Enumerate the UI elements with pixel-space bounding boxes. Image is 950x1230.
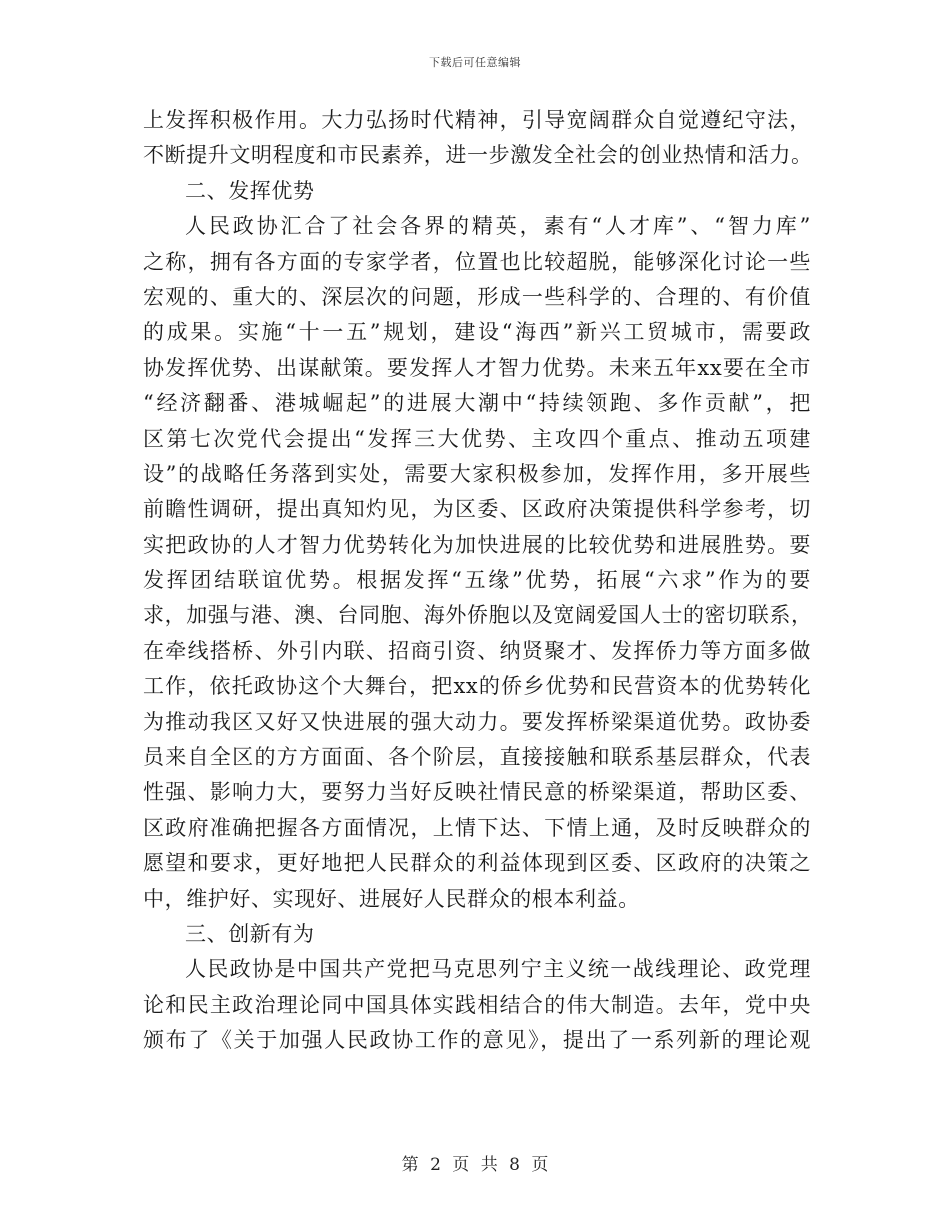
- text-line: 人民政协汇合了社会各界的精英，素有“人才库”、“智力库”: [185, 214, 811, 239]
- text-line: 设”的战略任务落到实处，需要大家积极参加，发挥作用，多开展些: [143, 461, 811, 486]
- text-line: 工作，依托政协这个大舞台，把xx的侨乡优势和民营资本的优势转化: [143, 674, 811, 699]
- text-line: “经济翻番、港城崛起”的进展大潮中“持续领跑、多作贡献”，把: [143, 391, 811, 416]
- text-line: 协发挥优势、出谋献策。要发挥人才智力优势。未来五年xx要在全市: [143, 355, 811, 380]
- text-line: 的成果。实施“十一五”规划，建设“海西”新兴工贸城市，需要政: [143, 320, 811, 345]
- document-body: [143, 103, 811, 1059]
- text-line: 区第七次党代会提出“发挥三大优势、主攻四个重点、推动五项建: [143, 426, 811, 451]
- text-line: 愿望和要求，更好地把人民群众的利益体现到区委、区政府的决策之: [143, 851, 811, 876]
- text-line: 宏观的、重大的、深层次的问题，形成一些科学的、合理的、有价值: [143, 284, 811, 309]
- text-line: 之称，拥有各方面的专家学者，位置也比较超脱，能够深化讨论一些: [143, 249, 811, 274]
- text-line: 发挥团结联谊优势。根据发挥“五缘”优势，拓展“六求”作为的要: [143, 568, 811, 593]
- page-header: 下载后可任意编辑: [429, 56, 521, 69]
- text-line: 三、创新有为: [185, 921, 315, 946]
- text-line: 为推动我区又好又快进展的强大动力。要发挥桥梁渠道优势。政协委: [143, 709, 811, 734]
- text-line: 求，加强与港、澳、台同胞、海外侨胞以及宽阔爱国人士的密切联系，: [143, 603, 813, 628]
- text-line: 员来自全区的方方面面、各个阶层，直接接触和联系基层群众，代表: [143, 745, 811, 770]
- text-line: 区政府准确把握各方面情况，上情下达、下情上通，及时反映群众的: [143, 815, 811, 840]
- text-line: 性强、影响力大，要努力当好反映社情民意的桥梁渠道，帮助区委、: [143, 780, 811, 805]
- text-line: 上发挥积极作用。大力弘扬时代精神，引导宽阔群众自觉遵纪守法，: [143, 108, 811, 132]
- text-line: 不断提升文明程度和市民素养，进一步激发全社会的创业热情和活力。: [143, 143, 813, 168]
- page-footer: 第 2 页 共 8 页: [401, 1155, 549, 1175]
- text-line: 实把政协的人才智力优势转化为加快进展的比较优势和进展胜势。要: [143, 532, 811, 557]
- text-line: 在牵线搭桥、外引内联、招商引资、纳贤聚才、发挥侨力等方面多做: [143, 638, 811, 663]
- text-line: 中，维护好、实现好、进展好人民群众的根本利益。: [143, 886, 640, 911]
- text-line: 二、发挥优势: [185, 178, 315, 203]
- text-line: 颁布了《关于加强人民政协工作的意见》，提出了一系列新的理论观: [143, 1028, 811, 1053]
- text-line: 论和民主政治理论同中国具体实践相结合的伟大制造。去年，党中央: [143, 992, 811, 1017]
- text-line: 人民政协是中国共产党把马克思列宁主义统一战线理论、政党理: [185, 957, 811, 982]
- text-line: 前瞻性调研，提出真知灼见，为区委、区政府决策提供科学参考，切: [143, 497, 811, 522]
